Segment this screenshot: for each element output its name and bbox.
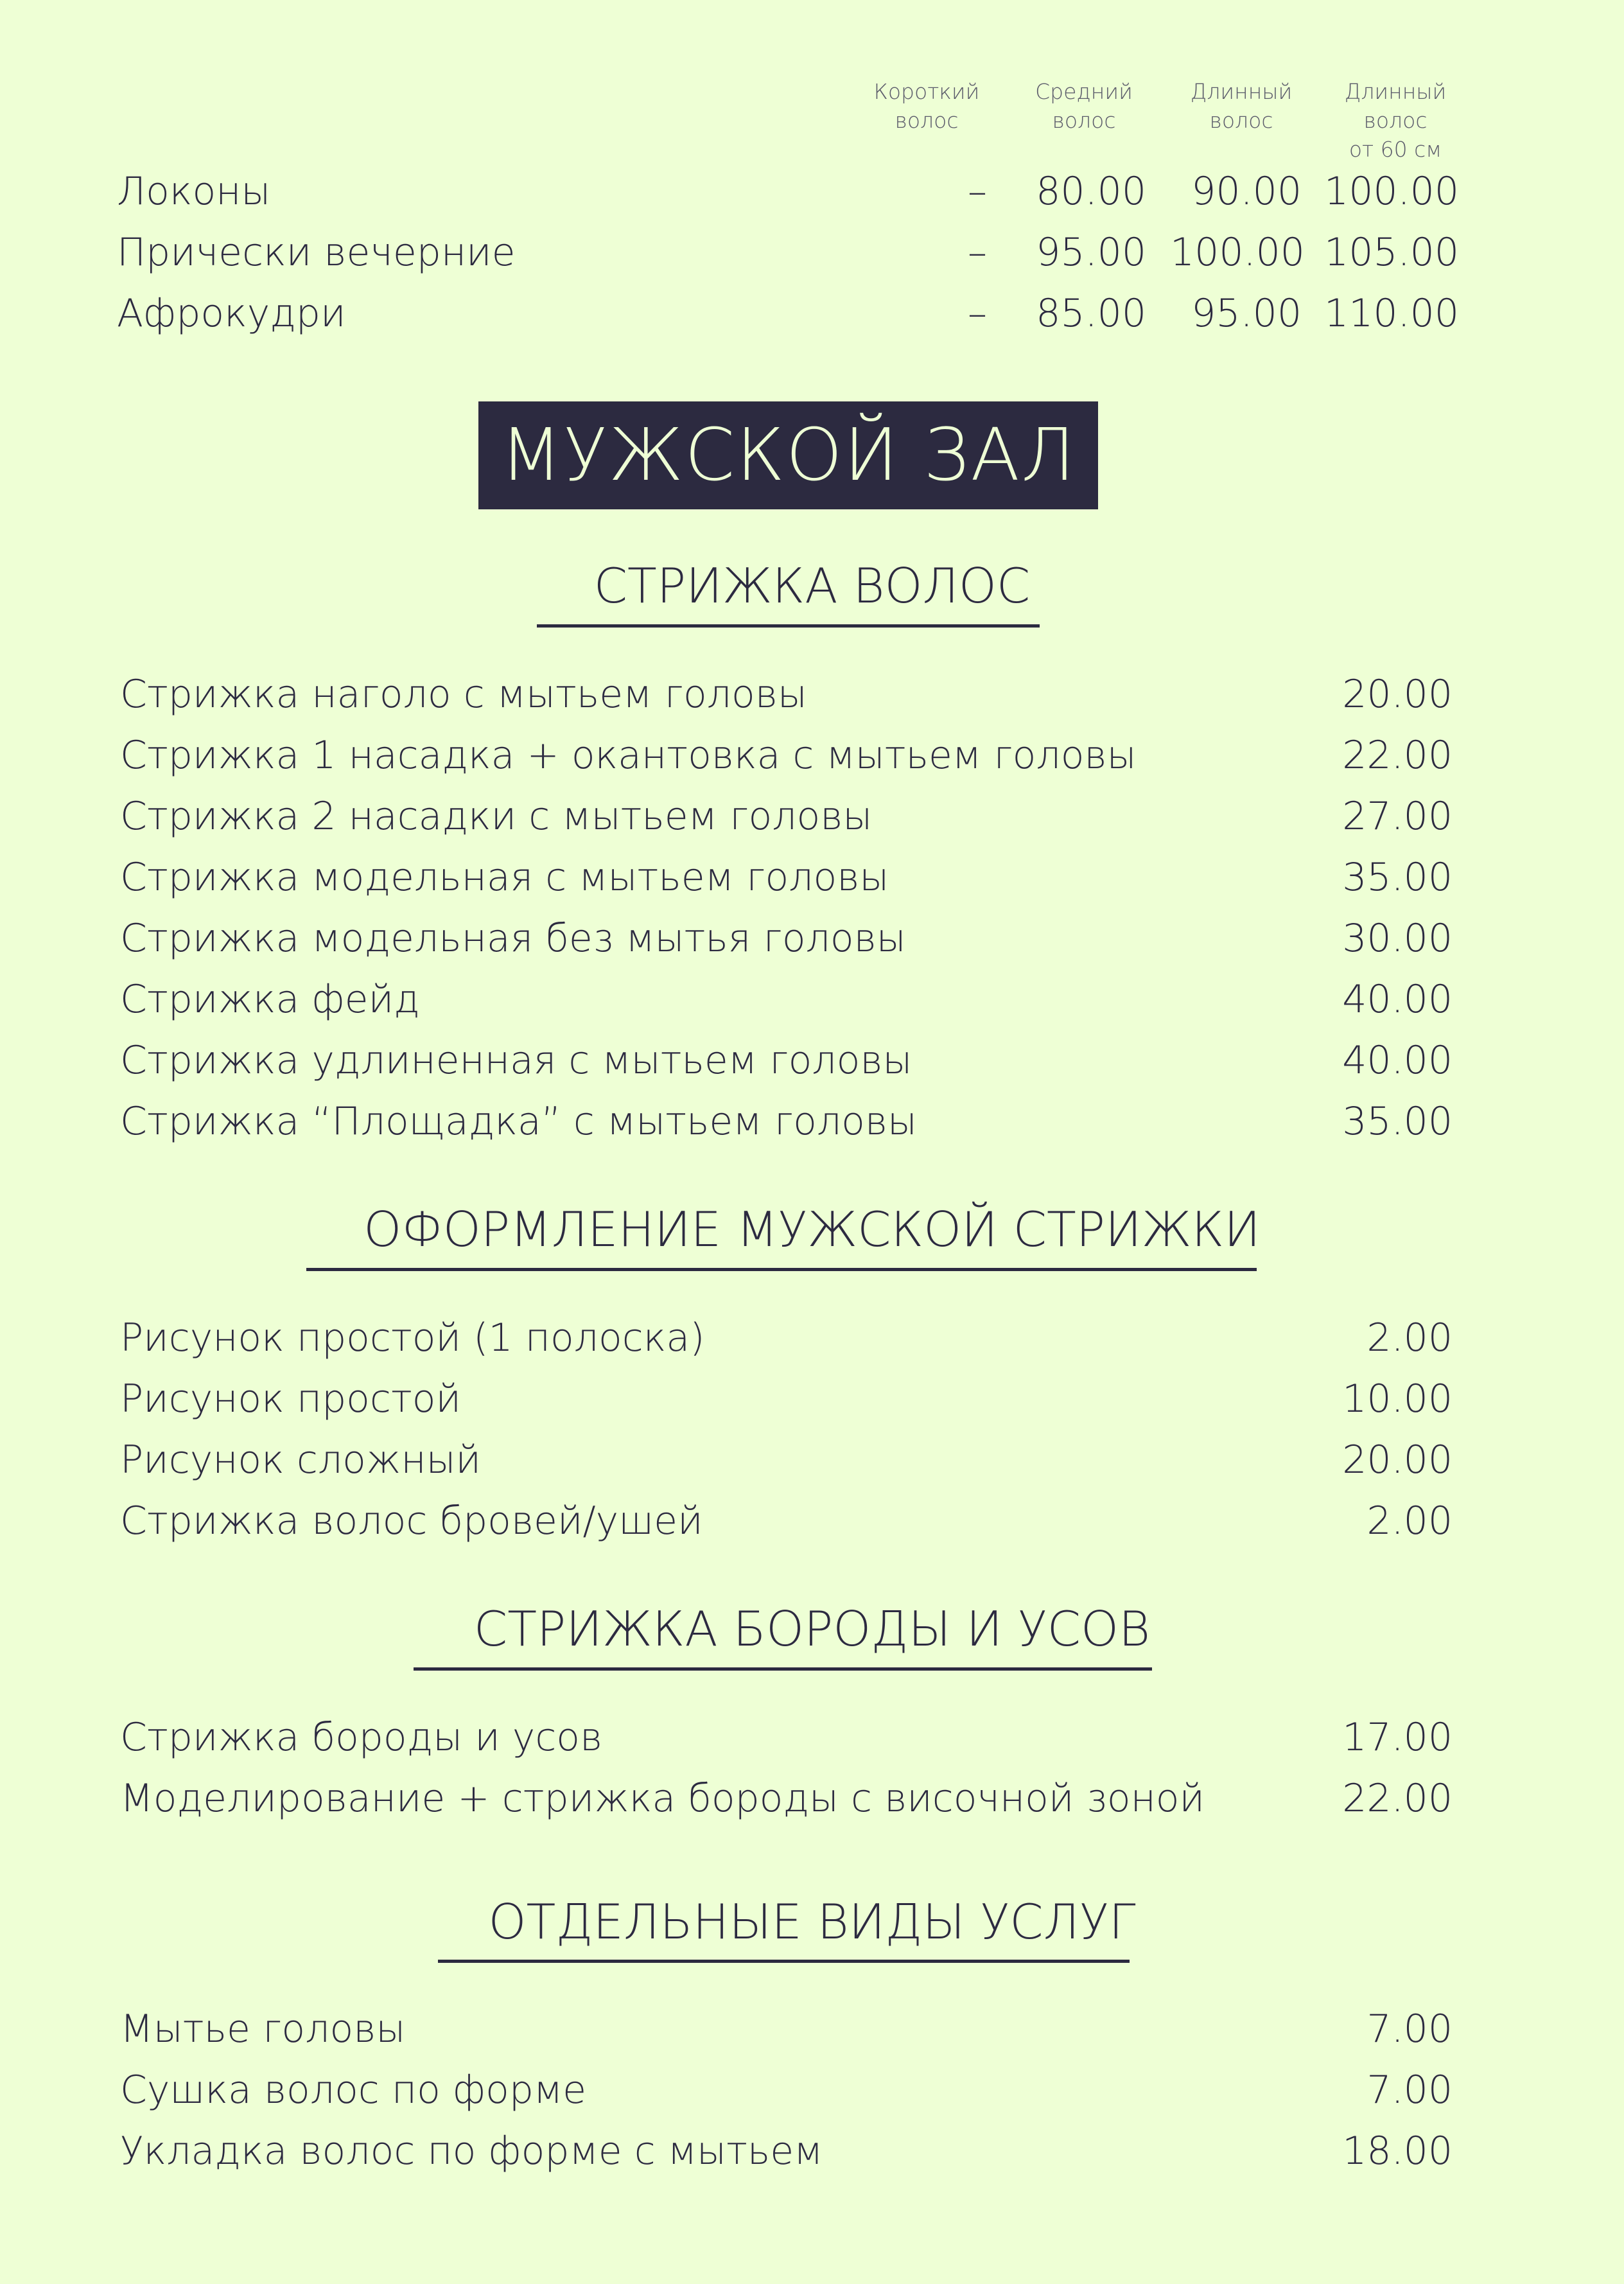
price-row: [120, 2007, 1453, 2068]
price-medium: 95.00: [1036, 230, 1146, 275]
service-price: 22.00: [1342, 733, 1453, 778]
column-header-line: Длинный: [1344, 79, 1447, 104]
price-long: 95.00: [1191, 291, 1302, 336]
price-row: [120, 1038, 1453, 1099]
price-long: 100.00: [1170, 230, 1305, 275]
price-row: [120, 1498, 1453, 1559]
column-header-line: от 60 см: [1349, 137, 1442, 162]
service-price: 35.00: [1342, 1099, 1453, 1144]
column-header-long-hair-60cm: [1325, 77, 1466, 164]
service-price: 17.00: [1342, 1715, 1453, 1760]
price-medium: 85.00: [1036, 291, 1146, 336]
price-long: 90.00: [1191, 169, 1302, 214]
column-header-line: Длинный: [1190, 79, 1293, 104]
column-header-line: Средний: [1035, 79, 1133, 104]
service-name: Рисунок простой: [120, 1376, 462, 1421]
service-name: Прически вечерние: [117, 230, 516, 275]
price-row: [120, 733, 1453, 794]
price-row: [120, 855, 1453, 916]
section-underline: [438, 1960, 1130, 1963]
column-header-line: волос: [1209, 108, 1273, 133]
service-name: Локоны: [117, 169, 271, 214]
service-price: 30.00: [1342, 916, 1453, 961]
price-row: [120, 1776, 1453, 1837]
price-row: [120, 672, 1453, 733]
service-price: 2.00: [1366, 1315, 1453, 1360]
service-name: Стрижка “Площадка” с мытьем головы: [120, 1099, 917, 1144]
column-header-short-hair: [856, 77, 997, 135]
service-price: 10.00: [1342, 1376, 1453, 1421]
service-price: 2.00: [1366, 1498, 1453, 1543]
service-name: Рисунок простой (1 полоска): [120, 1315, 705, 1360]
service-price: 7.00: [1366, 2068, 1453, 2113]
price-medium: 80.00: [1036, 169, 1146, 214]
service-price: 35.00: [1342, 855, 1453, 900]
mens-hall-banner: МУЖСКОЙ ЗАЛ: [478, 401, 1098, 509]
price-long-60: 110.00: [1324, 291, 1459, 336]
service-name: Стрижка фейд: [120, 977, 420, 1022]
price-row: [120, 1099, 1453, 1160]
column-header-line: волос: [1363, 108, 1428, 133]
section-title-haircut: СТРИЖКА ВОЛОС: [593, 558, 1031, 614]
service-price: 20.00: [1342, 1437, 1453, 1482]
service-name: Стрижка 2 насадки с мытьем головы: [120, 794, 873, 839]
section-title-beard: СТРИЖКА БОРОДЫ И УСОВ: [473, 1601, 1151, 1657]
price-row: [120, 916, 1453, 977]
service-price: 20.00: [1342, 672, 1453, 717]
service-name: Сушка волос по форме: [120, 2068, 587, 2113]
column-header-long-hair: [1171, 77, 1312, 135]
section-underline: [414, 1667, 1152, 1671]
price-row: [120, 1437, 1453, 1498]
service-name: Рисунок сложный: [120, 1437, 482, 1482]
column-header-medium-hair: [1013, 77, 1155, 135]
service-price: 7.00: [1366, 2007, 1453, 2051]
price-row: [120, 977, 1453, 1038]
price-row: [120, 1315, 1453, 1376]
price-short: –: [968, 291, 987, 336]
service-price: 40.00: [1342, 977, 1453, 1022]
price-row: [120, 794, 1453, 855]
price-long-60: 100.00: [1324, 169, 1459, 214]
price-row: [120, 2068, 1453, 2129]
service-price: 22.00: [1342, 1776, 1453, 1821]
service-name: Афрокудри: [117, 291, 346, 336]
service-name: Стрижка удлиненная с мытьем головы: [120, 1038, 912, 1083]
price-row: [120, 1376, 1453, 1437]
section-title-haircut-design: ОФОРМЛЕНИЕ МУЖСКОЙ СТРИЖКИ: [363, 1201, 1261, 1258]
section-underline: [306, 1268, 1257, 1271]
section-underline: [537, 624, 1040, 628]
price-long-60: 105.00: [1324, 230, 1459, 275]
price-short: –: [968, 169, 987, 214]
service-name: Стрижка наголо с мытьем головы: [120, 672, 807, 717]
service-name: Стрижка модельная без мытья головы: [120, 916, 906, 961]
service-price: 40.00: [1342, 1038, 1453, 1083]
price-row: [120, 1715, 1453, 1776]
price-short: –: [968, 230, 987, 275]
section-title-other-services: ОТДЕЛЬНЫЕ ВИДЫ УСЛУГ: [488, 1893, 1136, 1950]
service-name: Моделирование + стрижка бороды с височной зоной: [120, 1776, 1205, 1821]
column-header-line: волос: [895, 108, 959, 133]
service-price: 18.00: [1342, 2129, 1453, 2174]
service-name: Стрижка волос бровей/ушей: [120, 1498, 703, 1543]
column-header-line: волос: [1052, 108, 1116, 133]
service-name: Стрижка бороды и усов: [120, 1715, 603, 1760]
service-price: 27.00: [1342, 794, 1453, 839]
column-header-line: Короткий: [873, 79, 980, 104]
service-name: Мытье головы: [120, 2007, 406, 2051]
service-name: Стрижка 1 насадка + окантовка с мытьем головы: [120, 733, 1137, 778]
service-name: Стрижка модельная с мытьем головы: [120, 855, 889, 900]
price-row: [120, 2129, 1453, 2190]
service-name: Укладка волос по форме с мытьем: [120, 2129, 823, 2174]
